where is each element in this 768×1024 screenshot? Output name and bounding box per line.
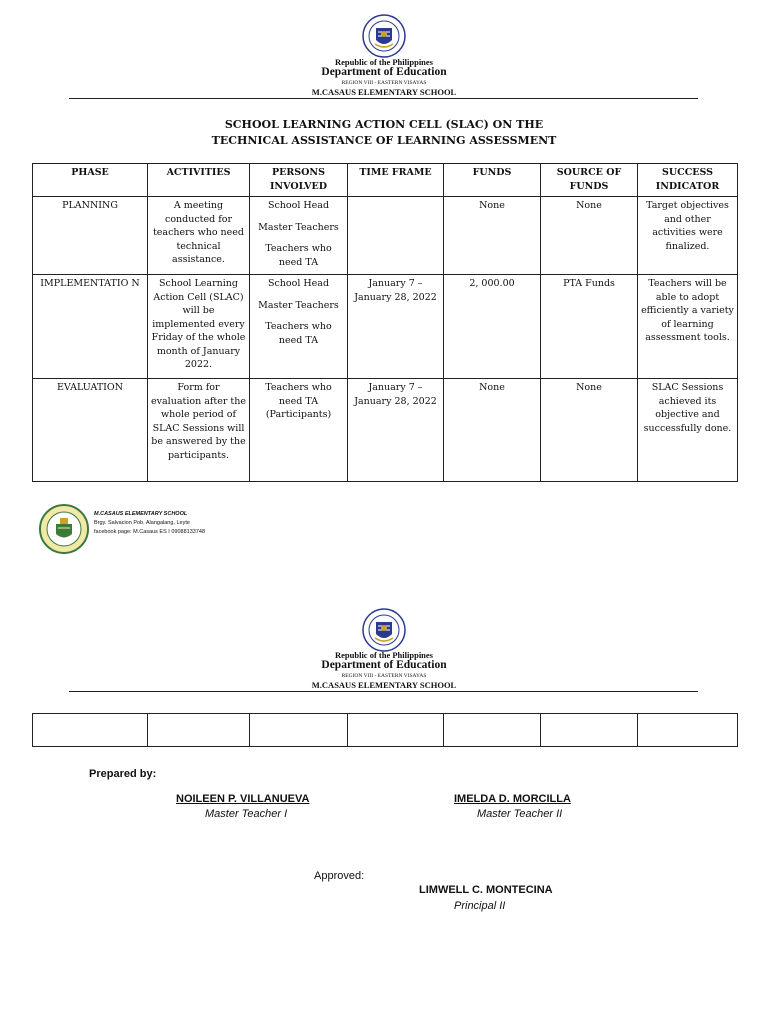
deped-seal — [362, 608, 406, 652]
document-title-line1: SCHOOL LEARNING ACTION CELL (SLAC) ON THE — [224, 118, 544, 131]
footer-school-name: M.CASAUS ELEMENTARY SCHOOL — [94, 511, 188, 517]
footer-block — [94, 510, 205, 537]
empty-cell — [444, 714, 541, 747]
header-activities: ACTIVITIES — [148, 164, 250, 197]
table-row — [33, 197, 738, 275]
person-item: Master Teachers — [258, 221, 339, 233]
persons-cell — [250, 379, 348, 482]
continuation-table — [32, 713, 738, 747]
header-department: Department of Education — [321, 66, 447, 78]
empty-cell — [148, 714, 250, 747]
empty-cell — [33, 714, 148, 747]
person-item: Teachers who need TA — [265, 243, 332, 268]
header-funds: FUNDS — [444, 164, 541, 197]
footer-contact: facebook page: M.Casaus ES I 09088133748 — [94, 529, 205, 535]
activities-cell: Form for evaluation after the whole period of SLAC Sessions will be answered by the participants. — [148, 379, 250, 482]
person-item: School Head — [267, 278, 330, 289]
header-region: REGION VIII - EASTERN VISAYAS — [341, 673, 427, 679]
header-persons: PERSONS INVOLVED — [250, 164, 348, 197]
header-school: M.CASAUS ELEMENTARY SCHOOL — [311, 680, 457, 690]
source-cell: PTA Funds — [541, 275, 638, 379]
empty-cell — [541, 714, 638, 747]
funds-cell: None — [444, 197, 541, 275]
header-region: REGION VIII - EASTERN VISAYAS — [341, 80, 427, 86]
preparer1-name: NOILEEN P. VILLANUEVA — [176, 793, 310, 805]
header-time-frame: TIME FRAME — [348, 164, 444, 197]
table-header-row — [33, 164, 738, 197]
source-cell: None — [541, 197, 638, 275]
preparer2-name: IMELDA D. MORCILLA — [454, 793, 571, 805]
table-row — [33, 379, 738, 482]
indicator-cell: SLAC Sessions achieved its objective and successfully done. — [638, 379, 738, 482]
preparer2-role: Master Teacher II — [477, 808, 563, 820]
approved-label: Approved: — [314, 870, 365, 882]
header-divider — [69, 691, 698, 692]
preparer1-role: Master Teacher I — [205, 808, 288, 820]
person-item: School Head — [267, 200, 330, 211]
indicator-cell: Target objectives and other activities were finalized. — [638, 197, 738, 275]
time-frame-cell: January 7 – January 28, 2022 — [348, 379, 444, 482]
time-frame-cell: January 7 – January 28, 2022 — [348, 275, 444, 379]
persons-cell — [250, 197, 348, 275]
funds-cell: None — [444, 379, 541, 482]
source-cell: None — [541, 379, 638, 482]
table-row — [33, 275, 738, 379]
indicator-cell: Teachers will be able to adopt efficiently a variety of learning assessment tools. — [638, 275, 738, 379]
phase-cell: IMPLEMENTATIO N — [33, 275, 148, 379]
header-indicator: SUCCESS INDICATOR — [638, 164, 738, 197]
approver-role: Principal II — [454, 900, 506, 912]
empty-cell — [250, 714, 348, 747]
empty-cell — [638, 714, 738, 747]
school-seal — [39, 504, 89, 554]
header-phase: PHASE — [33, 164, 148, 197]
footer-address: Brgy. Salvacion Pob. Alangalang, Leyte — [94, 520, 190, 526]
deped-seal — [362, 14, 406, 58]
persons-cell — [250, 275, 348, 379]
prepared-by-label: Prepared by: — [89, 768, 157, 780]
slac-table — [32, 163, 738, 482]
activities-cell: School Learning Action Cell (SLAC) will be implemented every Friday of the whole month of January 2022. — [148, 275, 250, 379]
header-republic: Republic of the Philippines — [334, 650, 433, 660]
header-department: Department of Education — [321, 659, 447, 671]
header-divider — [69, 98, 698, 99]
document-title-line2: TECHNICAL ASSISTANCE OF LEARNING ASSESSMENT — [211, 134, 557, 147]
header-school: M.CASAUS ELEMENTARY SCHOOL — [311, 87, 457, 97]
person-item: Master Teachers — [258, 299, 339, 311]
person-item: Teachers who need TA — [265, 321, 332, 346]
person-item: Teachers who need TA (Participants) — [265, 382, 332, 420]
phase-cell: EVALUATION — [33, 379, 148, 482]
header-source: SOURCE OF FUNDS — [541, 164, 638, 197]
activities-cell: A meeting conducted for teachers who need technical assistance. — [148, 197, 250, 275]
header-republic: Republic of the Philippines — [334, 57, 433, 67]
table-row — [33, 714, 738, 747]
time-frame-cell — [348, 197, 444, 275]
empty-cell — [348, 714, 444, 747]
approver-name: LIMWELL C. MONTECINA — [419, 884, 553, 896]
funds-cell: 2, 000.00 — [444, 275, 541, 379]
phase-cell: PLANNING — [33, 197, 148, 275]
